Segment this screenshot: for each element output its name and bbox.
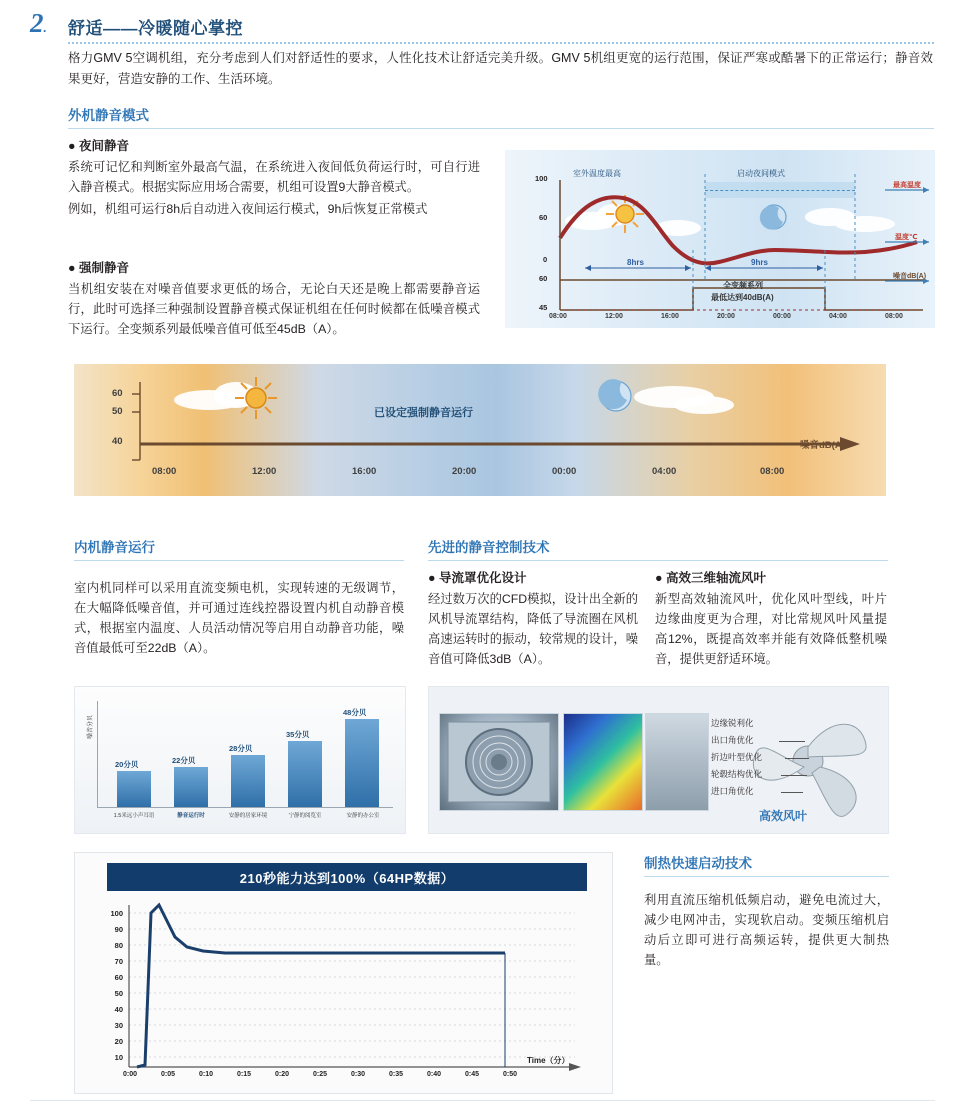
fan-photo-image — [439, 713, 559, 811]
heating-start-body: 利用直流压缩机低频启动，避免电流过大，减少电网冲击，实现软启动。变频压缩机启动后立即可进行高频运转，提供更大制热量。 — [644, 893, 889, 967]
heating-start-heading-wrap — [644, 852, 889, 877]
chart-label-max-temp: 室外温度最高 — [573, 169, 621, 178]
blade-leader-line — [781, 775, 807, 776]
chart-annotation-line2: 最低达到40dB(A) — [711, 293, 774, 302]
chart-ylabel-0: 0 — [543, 255, 548, 264]
chart-label-night-mode: 启动夜间模式 — [737, 169, 785, 178]
chart-ylabel-45: 45 — [539, 303, 548, 312]
chart-xtick: 08:00 — [885, 313, 903, 320]
advanced-heading: 先进的静音控制技术 — [428, 540, 550, 555]
bar-value-label: 48分贝 — [343, 708, 367, 717]
heat-xtick: 0:35 — [389, 1071, 404, 1078]
bar-item — [174, 767, 208, 807]
heat-ytick: 80 — [114, 941, 123, 950]
bar-item — [288, 741, 322, 807]
wide-xtick: 00:00 — [552, 466, 577, 477]
page-title: 舒适——冷暖随心掌控 — [68, 19, 243, 38]
forced-silent-body: 当机组安装在对噪音值要求更低的场合，无论白天还是晚上都需要静音运行，此时可选择三种强制设置静音模式保证机组在任何时候都在低噪音模式下运行。全变频系列最低噪音值可低至45dB（A）。 — [68, 282, 480, 336]
bar-category-label: 宁静的阅览室 — [288, 813, 322, 819]
page-footer-divider — [30, 1100, 935, 1101]
guide-cover-body: 经过数万次的CFD模拟，设计出全新的风机导流罩结构，降低了导流圈在风机高速运转时的振动，较常规的设计，噪音值可降低3dB（A）。 — [428, 592, 638, 666]
night-mode-chart — [505, 150, 935, 328]
advanced-divider — [428, 560, 888, 561]
chart-xtick: 08:00 — [549, 313, 567, 320]
span-label-8hrs: 8hrs — [627, 258, 644, 267]
heat-xtick: 0:05 — [161, 1071, 176, 1078]
heat-xaxis-label: Time（分） — [527, 1056, 570, 1065]
forced-silent-title: ● 强制静音 — [68, 261, 130, 275]
wide-xtick: 04:00 — [652, 466, 677, 477]
night-silent-title: ● 夜间静音 — [68, 139, 130, 153]
heat-ytick: 60 — [114, 973, 123, 982]
guide-cover-block — [428, 568, 638, 669]
blade-label: 边缘锐利化 — [711, 718, 754, 728]
night-silent-body2: 例如，机组可运行8h后自动进入夜间运行模式，9h后恢复正常模式 — [68, 202, 428, 216]
heat-xtick: 0:45 — [465, 1071, 480, 1078]
bar-category-label: 安静的办公室 — [346, 813, 380, 819]
wide-xtick: 12:00 — [252, 466, 277, 477]
section-number-value: 2 — [30, 8, 44, 38]
chart-right-label-temp: 温度℃ — [895, 234, 918, 241]
wide-right-label: 噪音dB(A) — [800, 440, 845, 451]
heat-xtick: 0:10 — [199, 1071, 214, 1078]
bar-value-label: 22分贝 — [172, 756, 196, 765]
bar-item — [117, 771, 151, 807]
bar-chart-ylabel: 噪音分贝 — [88, 714, 94, 739]
heat-xtick: 0:00 — [123, 1071, 138, 1078]
heating-capacity-chart — [74, 852, 613, 1094]
blade-leader-line — [785, 758, 809, 759]
heat-xtick: 0:40 — [427, 1071, 442, 1078]
chart-annotation-line1: 全变频系列 — [723, 281, 763, 290]
section-intro: 格力GMV 5空调机组，充分考虑到人们对舒适性的要求，人性化技术让舒适完美升级。GMV 5机组更宽的运行范围，保证严寒或酷暑下的正常运行；静音效果更好，营造安静的工作、生活环境。 — [68, 51, 933, 86]
cfd-heatmap-image — [563, 713, 643, 811]
bar-value-label: 35分贝 — [286, 730, 310, 739]
blade-label: 折边叶型优化 — [711, 752, 763, 762]
chart-ylabel-60: 60 — [539, 213, 548, 222]
blade-leader-line — [781, 792, 803, 793]
indoor-divider — [74, 560, 404, 561]
heating-start-divider — [644, 876, 889, 877]
chart-xtick: 16:00 — [661, 313, 679, 320]
guide-cover-title: ● 导流罩优化设计 — [428, 571, 527, 585]
chart-right-label-noise: 噪音dB(A) — [893, 273, 927, 280]
fan-grille-icon — [440, 714, 558, 810]
wide-ytick-60: 60 — [112, 388, 123, 399]
outdoor-silent-heading: 外机静音模式 — [68, 108, 149, 123]
bar-chart-yaxis — [97, 701, 98, 807]
wide-xtick: 08:00 — [152, 466, 177, 477]
indoor-heading-wrap — [74, 536, 404, 561]
wide-xtick: 20:00 — [452, 466, 477, 477]
fan-blade-body: 新型高效轴流风叶，优化风叶型线，叶片边缘曲度更为合理，对比常规风叶风量提高12%，既提高效率并能有效降低整机噪音，提供更舒适环境。 — [655, 592, 887, 666]
wide-ytick-40: 40 — [112, 436, 123, 447]
span-label-9hrs: 9hrs — [751, 258, 768, 267]
wide-xtick: 16:00 — [352, 466, 377, 477]
bar-item — [345, 719, 379, 807]
cfd-mesh-image — [645, 713, 709, 811]
chart-right-label-maxtemp: 最高温度 — [893, 182, 921, 189]
chart-xtick: 04:00 — [829, 313, 847, 320]
heat-ytick: 100 — [110, 909, 123, 918]
outdoor-silent-heading-wrap — [68, 104, 934, 129]
heat-xtick: 0:20 — [275, 1071, 290, 1078]
chart-ylabel-60b: 60 — [539, 274, 548, 283]
header-divider — [68, 42, 934, 44]
bar-category-label: 安静的居家环境 — [228, 813, 268, 819]
bar-category-label: 1.5米远小声耳语 — [113, 813, 155, 819]
wide-xtick: 08:00 — [760, 466, 785, 477]
heat-xtick: 0:30 — [351, 1071, 366, 1078]
heat-ytick: 20 — [114, 1037, 123, 1046]
blade-label: 出口角优化 — [711, 735, 754, 745]
wide-ytick-50: 50 — [112, 406, 123, 417]
section-number-dot: . — [43, 20, 47, 35]
heating-start-heading: 制热快速启动技术 — [644, 856, 752, 871]
outdoor-silent-divider — [68, 128, 934, 129]
bar-item — [231, 755, 265, 807]
heat-ytick: 90 — [114, 925, 123, 934]
cfd-simulation-panel — [428, 686, 889, 834]
bar-value-label: 28分贝 — [229, 744, 253, 753]
blade-caption: 高效风叶 — [759, 809, 808, 823]
section-number — [30, 8, 47, 39]
forced-silent-block — [68, 258, 480, 339]
chart-ylabel-100: 100 — [535, 174, 548, 183]
heat-xtick: 0:25 — [313, 1071, 328, 1078]
heat-ytick: 40 — [114, 1005, 123, 1014]
blade-label: 进口角优化 — [711, 786, 754, 796]
night-silent-body: 系统可记忆和判断室外最高气温，在系统进入夜间低负荷运行时，可自行进入静音模式。根据实际应用场合需要，机组可设置9大静音模式。 — [68, 160, 480, 194]
heat-xtick: 0:15 — [237, 1071, 252, 1078]
fan-blade-title: ● 高效三维轴流风叶 — [655, 571, 767, 585]
heat-xtick: 0:50 — [503, 1071, 518, 1078]
heat-ytick: 10 — [114, 1053, 123, 1062]
fan-blade-block — [655, 568, 887, 669]
night-silent-block — [68, 136, 480, 219]
blade-label: 轮毂结构优化 — [711, 769, 763, 779]
blade-leader-line — [779, 741, 805, 742]
bar-category-label: 静音运行时 — [177, 813, 205, 819]
indoor-body: 室内机同样可以采用直流变频电机，实现转速的无级调节，在大幅降低噪音值，并可通过连线控器设置内机自动静音模式，根据室内温度、人员活动情况等启用自动静音功能，噪音值最低可至22dB（A）。 — [74, 581, 404, 655]
bar-chart-xaxis — [97, 807, 393, 808]
indoor-heading: 内机静音运行 — [74, 540, 155, 555]
heat-ytick: 50 — [114, 989, 123, 998]
noise-comparison-chart — [74, 686, 406, 834]
bar-value-label: 20分贝 — [115, 760, 139, 769]
heat-ytick: 30 — [114, 1021, 123, 1030]
chart-xtick: 20:00 — [717, 313, 735, 320]
heat-ytick: 70 — [114, 957, 123, 966]
forced-silent-chart — [74, 364, 886, 496]
wide-center-text: 已设定强制静音运行 — [374, 407, 473, 419]
chart-xtick: 00:00 — [773, 313, 791, 320]
heating-chart-title: 210秒能力达到100%（64HP数据） — [107, 863, 587, 891]
advanced-heading-wrap — [428, 536, 888, 561]
chart-xtick: 12:00 — [605, 313, 623, 320]
